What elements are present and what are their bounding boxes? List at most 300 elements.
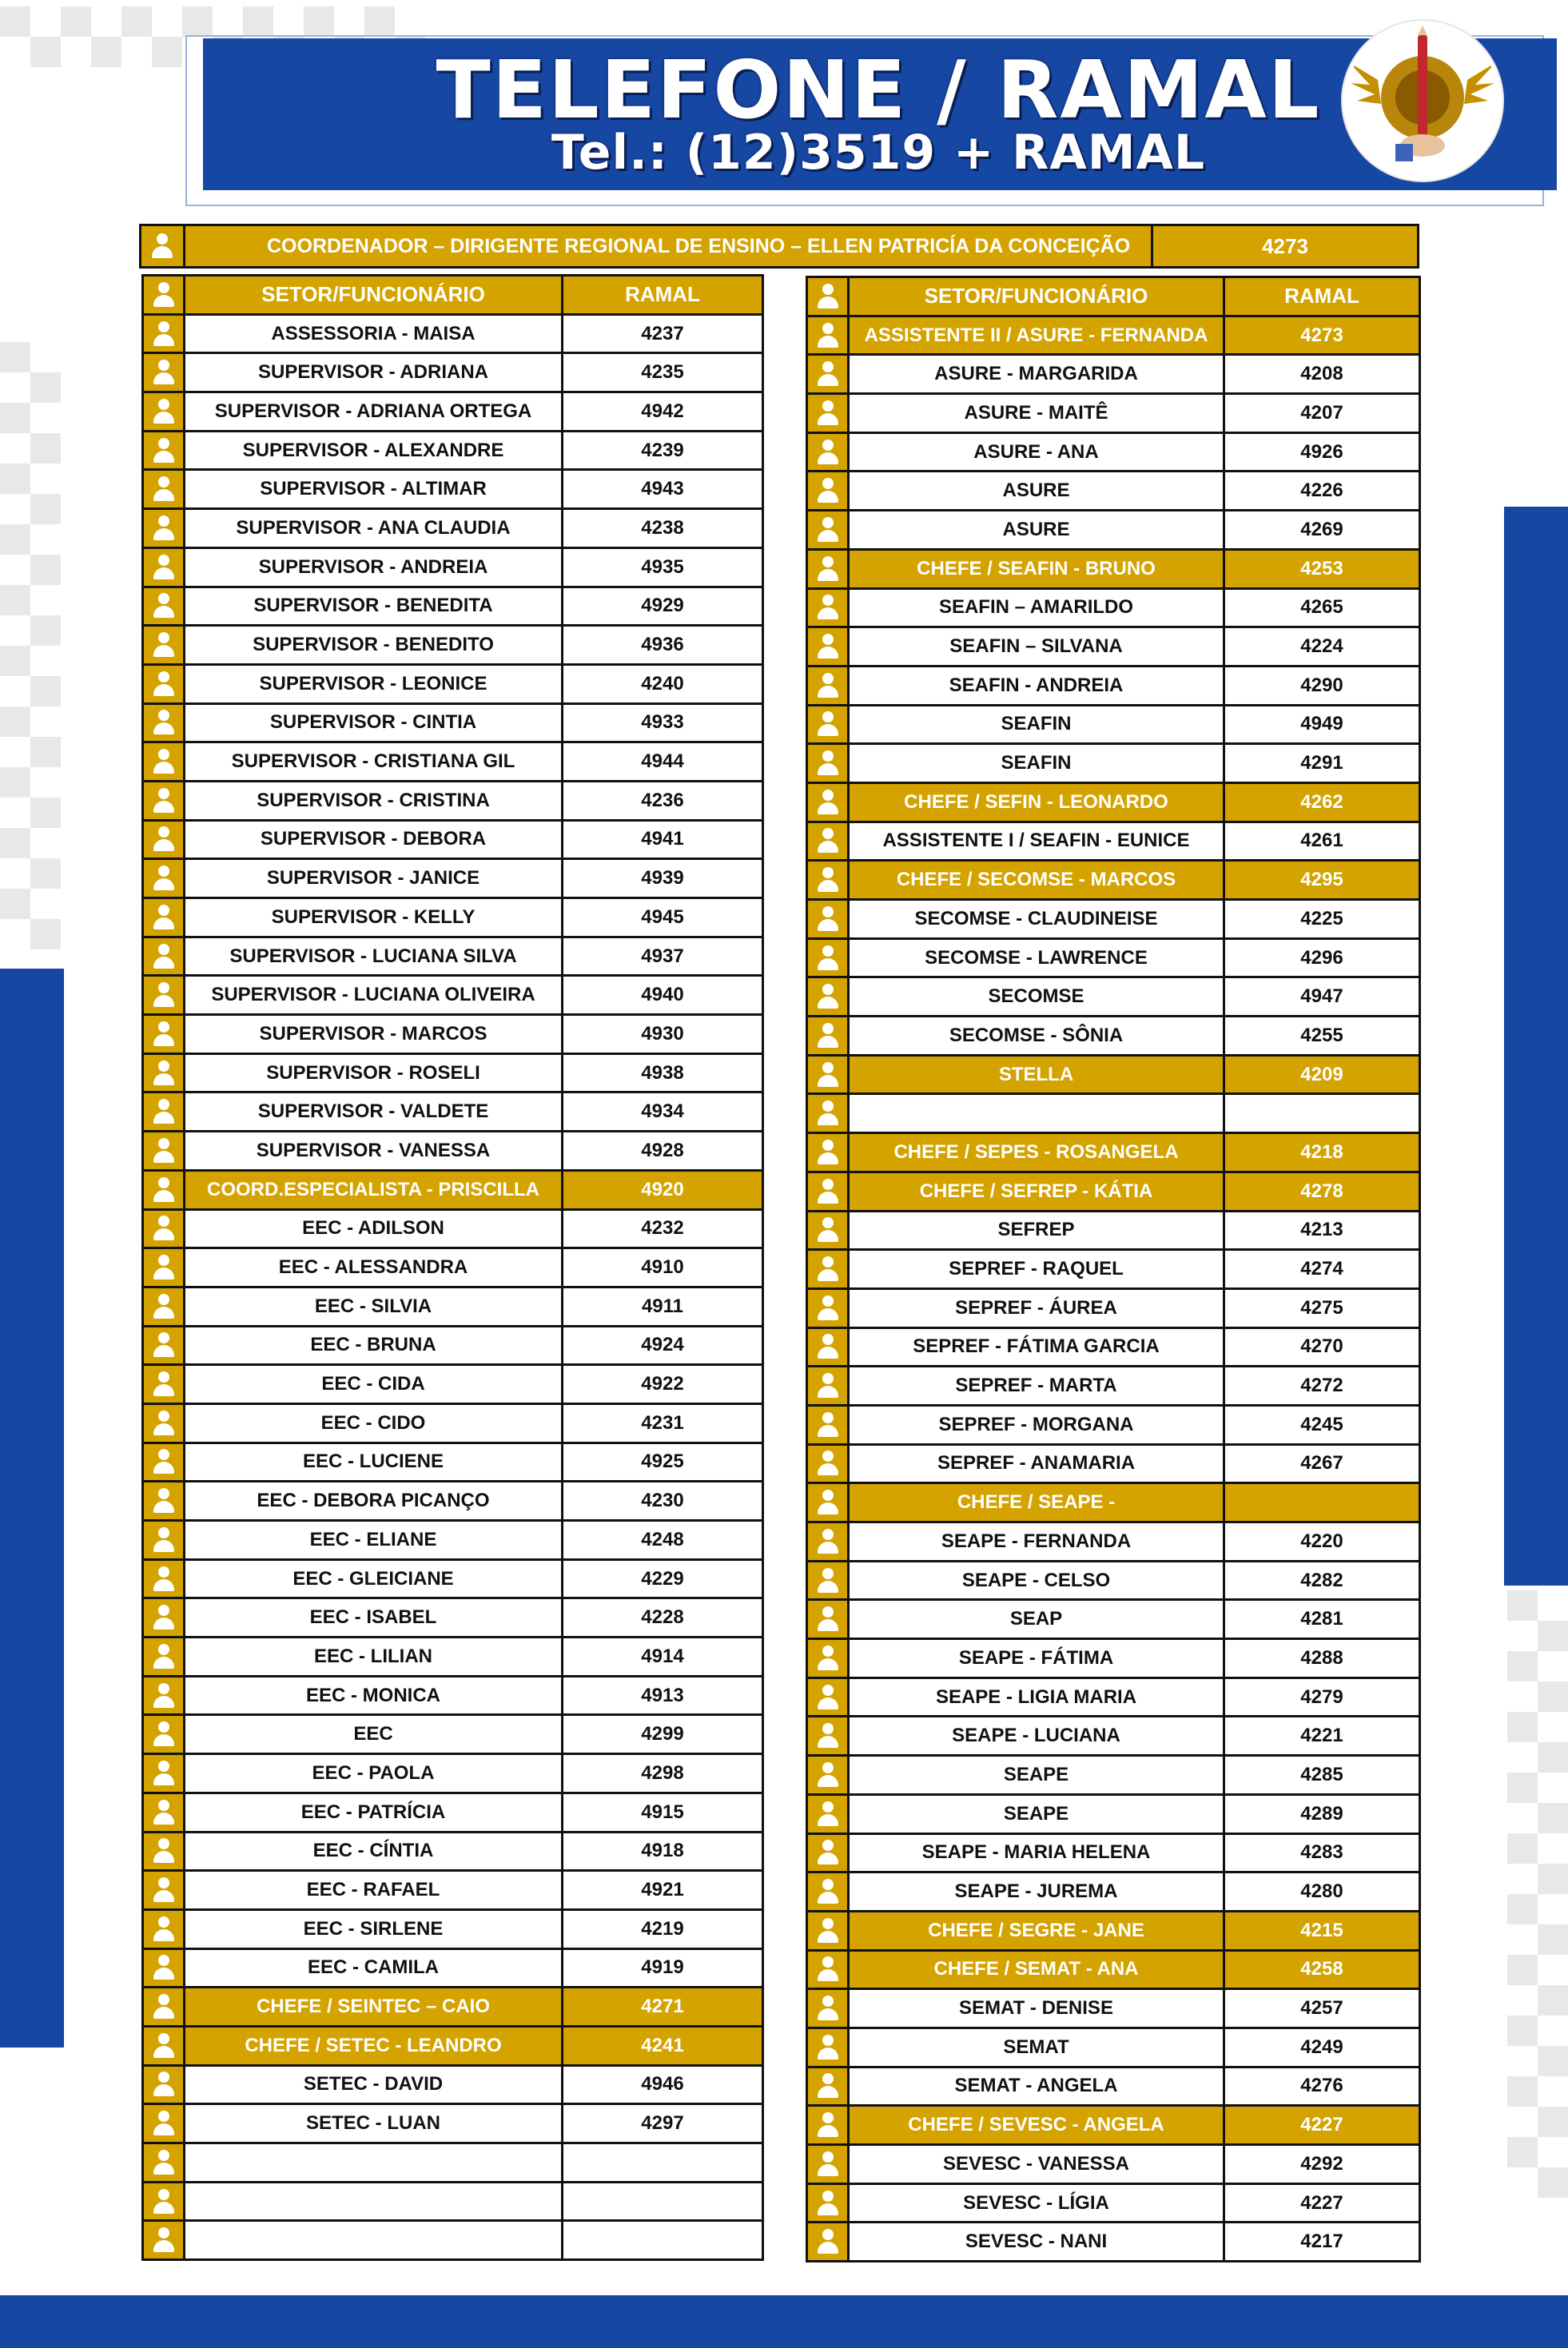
row-ramal: 4249: [1225, 2029, 1419, 2066]
person-icon: [144, 822, 183, 858]
row-name: SETEC - DAVID: [185, 2067, 561, 2103]
person-icon: [808, 667, 847, 704]
row-name: SUPERVISOR - LUCIANA SILVA: [185, 938, 561, 975]
person-icon: [808, 1912, 847, 1949]
row-ramal: 4267: [1225, 1446, 1419, 1482]
row-name: SEAFIN: [850, 706, 1223, 743]
table-row: [808, 1134, 1419, 1171]
person-icon: [808, 1796, 847, 1833]
table-row: [808, 784, 1419, 821]
table-row: [144, 1093, 762, 1130]
row-ramal: 4239: [563, 432, 762, 469]
table-row: [808, 356, 1419, 392]
row-name: SEAPE: [850, 1796, 1223, 1833]
person-icon: [144, 1638, 183, 1675]
row-ramal: 4265: [1225, 590, 1419, 627]
row-name: SECOMSE - LAWRENCE: [850, 940, 1223, 977]
person-icon: [144, 705, 183, 742]
person-icon: [808, 1095, 847, 1132]
person-icon: [808, 472, 847, 509]
row-ramal: 4947: [1225, 978, 1419, 1015]
row-name: ASURE - MAITÊ: [850, 395, 1223, 432]
row-ramal: 4288: [1225, 1640, 1419, 1677]
table-row: [144, 1638, 762, 1675]
row-ramal: 4283: [1225, 1835, 1419, 1872]
table-row: [144, 2183, 762, 2220]
person-icon: [808, 784, 847, 821]
table-header-row: [144, 277, 762, 313]
table-row: [144, 1327, 762, 1364]
person-icon: [808, 1835, 847, 1872]
row-name: EEC - MONICA: [185, 1677, 561, 1714]
person-icon: [808, 2107, 847, 2143]
person-icon: [144, 2028, 183, 2064]
person-icon: [808, 1212, 847, 1249]
row-name: SEAPE: [850, 1757, 1223, 1793]
table-row: [144, 822, 762, 858]
table-row: [808, 1717, 1419, 1754]
row-ramal: 4241: [563, 2028, 762, 2064]
table-row: [808, 1873, 1419, 1910]
table-row: [808, 2107, 1419, 2143]
row-name: SUPERVISOR - ROSELI: [185, 1055, 561, 1092]
person-icon: [808, 1757, 847, 1793]
row-name: EEC - SIRLENE: [185, 1911, 561, 1948]
row-ramal: 4270: [1225, 1329, 1419, 1366]
row-name: EEC - DEBORA PICANÇO: [185, 1482, 561, 1519]
row-ramal: 4258: [1225, 1952, 1419, 1988]
row-ramal: 4280: [1225, 1873, 1419, 1910]
person-icon: [144, 2183, 183, 2220]
row-name: SEPREF - ÁUREA: [850, 1290, 1223, 1327]
person-icon: [144, 1561, 183, 1598]
table-row: [144, 782, 762, 819]
table-row: [808, 862, 1419, 898]
row-name: SUPERVISOR - CRISTIANA GIL: [185, 743, 561, 780]
table-row: [144, 2105, 762, 2142]
table-row: [808, 1290, 1419, 1327]
row-ramal: 4231: [563, 1405, 762, 1442]
row-name: ASURE: [850, 511, 1223, 548]
row-ramal: 4295: [1225, 862, 1419, 898]
table-row: [144, 1794, 762, 1831]
row-name: SEMAT: [850, 2029, 1223, 2066]
person-icon: [144, 1055, 183, 1092]
row-name: SEAPE - LIGIA MARIA: [850, 1679, 1223, 1716]
table-row: [144, 588, 762, 625]
row-name: EEC: [185, 1716, 561, 1753]
column-header-ramal: RAMAL: [563, 277, 762, 313]
person-icon: [808, 628, 847, 665]
person-icon: [808, 2185, 847, 2222]
person-icon: [808, 1990, 847, 2027]
person-icon: [144, 1132, 183, 1169]
row-ramal: 4298: [563, 1755, 762, 1792]
table-row: [808, 472, 1419, 509]
row-name: SEAPE - CELSO: [850, 1562, 1223, 1599]
table-row: [144, 432, 762, 469]
table-row: [808, 667, 1419, 704]
person-icon: [144, 1482, 183, 1519]
person-icon: [808, 1523, 847, 1560]
person-icon: [808, 1640, 847, 1677]
table-row: [808, 2029, 1419, 2066]
row-ramal: [563, 2144, 762, 2181]
person-icon: [808, 1134, 847, 1171]
row-name: CHEFE / SEVESC - ANGELA: [850, 2107, 1223, 2143]
person-icon: [808, 1562, 847, 1599]
row-ramal: 4215: [1225, 1912, 1419, 1949]
person-icon: [808, 1873, 847, 1910]
person-icon: [144, 2144, 183, 2181]
row-ramal: 4937: [563, 938, 762, 975]
table-row: [144, 1561, 762, 1598]
row-ramal: 4262: [1225, 784, 1419, 821]
table-row: [144, 938, 762, 975]
row-name: SEMAT - DENISE: [850, 1990, 1223, 2027]
row-name: EEC - ALESSANDRA: [185, 1249, 561, 1286]
table-row: [808, 511, 1419, 548]
person-icon: [808, 1952, 847, 1988]
row-ramal: 4230: [563, 1482, 762, 1519]
row-name: CHEFE / SEGRE - JANE: [850, 1912, 1223, 1949]
person-icon: [808, 745, 847, 782]
row-name: SUPERVISOR - DEBORA: [185, 822, 561, 858]
person-icon: [144, 1988, 183, 2025]
person-icon: [144, 1288, 183, 1325]
person-icon: [144, 1872, 183, 1908]
left-blue-bar: [0, 969, 64, 2048]
person-icon: [144, 1950, 183, 1987]
row-ramal: 4910: [563, 1249, 762, 1286]
person-icon: [144, 1755, 183, 1792]
row-name: SEVESC - NANI: [850, 2223, 1223, 2260]
row-name: ASURE: [850, 472, 1223, 509]
table-row: [144, 1288, 762, 1325]
row-ramal: 4285: [1225, 1757, 1419, 1793]
row-name: EEC - GLEICIANE: [185, 1561, 561, 1598]
person-icon: [808, 706, 847, 743]
row-ramal: 4275: [1225, 1290, 1419, 1327]
person-icon: [808, 1446, 847, 1482]
row-name: EEC - PAOLA: [185, 1755, 561, 1792]
row-name: CHEFE / SEMAT - ANA: [850, 1952, 1223, 1988]
row-name: SEPREF - MARTA: [850, 1367, 1223, 1404]
table-row: [144, 354, 762, 391]
person-icon: [808, 317, 847, 354]
table-row: [144, 1911, 762, 1948]
row-name: SEAFIN - ANDREIA: [850, 667, 1223, 704]
row-ramal: 4255: [1225, 1017, 1419, 1054]
person-icon: [808, 2068, 847, 2105]
table-row: [808, 1017, 1419, 1054]
row-name: SUPERVISOR - ADRIANA: [185, 354, 561, 391]
table-row: [808, 1212, 1419, 1249]
row-ramal: 4922: [563, 1366, 762, 1403]
table-row: [808, 1446, 1419, 1482]
row-ramal: 4296: [1225, 940, 1419, 977]
row-ramal: 4209: [1225, 1057, 1419, 1093]
person-icon: [144, 1211, 183, 1248]
row-name: SETEC - LUAN: [185, 2105, 561, 2142]
row-ramal: 4213: [1225, 1212, 1419, 1249]
row-name: SECOMSE - CLAUDINEISE: [850, 901, 1223, 937]
column-header-name: SETOR/FUNCIONÁRIO: [850, 278, 1223, 315]
person-icon: [144, 1405, 183, 1442]
person-icon: [144, 1677, 183, 1714]
table-row: [808, 2068, 1419, 2105]
person-icon: [808, 356, 847, 392]
table-row: [144, 1211, 762, 1248]
person-icon: [144, 2222, 183, 2258]
row-ramal: 4297: [563, 2105, 762, 2142]
row-ramal: 4943: [563, 471, 762, 507]
person-icon: [144, 277, 183, 313]
table-row: [808, 1173, 1419, 1210]
row-name: ASSISTENTE II / ASURE - FERNANDA: [850, 317, 1223, 354]
row-name: SUPERVISOR - CRISTINA: [185, 782, 561, 819]
person-icon: [144, 860, 183, 897]
row-name: EEC - ELIANE: [185, 1522, 561, 1558]
row-ramal: 4930: [563, 1016, 762, 1053]
person-icon: [808, 1601, 847, 1638]
person-icon: [808, 395, 847, 432]
row-ramal: [1225, 1484, 1419, 1521]
table-row: [144, 1055, 762, 1092]
row-name: SEFREP: [850, 1212, 1223, 1249]
row-name: SEPREF - FÁTIMA GARCIA: [850, 1329, 1223, 1366]
person-icon: [144, 938, 183, 975]
row-ramal: 4224: [1225, 628, 1419, 665]
row-name: [185, 2183, 561, 2220]
person-icon: [144, 1172, 183, 1208]
row-ramal: 4207: [1225, 395, 1419, 432]
coordinator-ramal: 4273: [1153, 226, 1417, 266]
person-icon: [144, 743, 183, 780]
row-name: SUPERVISOR - ANA CLAUDIA: [185, 510, 561, 547]
row-ramal: 4217: [1225, 2223, 1419, 2260]
row-ramal: 4227: [1225, 2107, 1419, 2143]
row-name: EEC - PATRÍCIA: [185, 1794, 561, 1831]
row-ramal: 4229: [563, 1561, 762, 1598]
table-row: [144, 1755, 762, 1792]
table-row: [808, 1329, 1419, 1366]
table-row: [144, 1366, 762, 1403]
row-name: [850, 1095, 1223, 1132]
row-ramal: 4921: [563, 1872, 762, 1908]
person-icon: [144, 1716, 183, 1753]
row-ramal: 4232: [563, 1211, 762, 1248]
row-ramal: 4918: [563, 1833, 762, 1870]
table-row: [144, 1522, 762, 1558]
person-icon: [144, 432, 183, 469]
row-ramal: 4938: [563, 1055, 762, 1092]
table-row: [144, 627, 762, 663]
right-phone-table: [806, 276, 1421, 2262]
row-name: SUPERVISOR - LEONICE: [185, 666, 561, 702]
row-ramal: 4221: [1225, 1717, 1419, 1754]
person-icon: [808, 2223, 847, 2260]
table-row: [808, 978, 1419, 1015]
person-icon: [808, 901, 847, 937]
table-row: [144, 549, 762, 586]
row-name: SEAFIN – AMARILDO: [850, 590, 1223, 627]
row-name: SUPERVISOR - ALEXANDRE: [185, 432, 561, 469]
row-name: SUPERVISOR - BENEDITO: [185, 627, 561, 663]
row-ramal: 4919: [563, 1950, 762, 1987]
row-name: SEVESC - LÍGIA: [850, 2185, 1223, 2222]
row-name: SEAP: [850, 1601, 1223, 1638]
row-ramal: 4238: [563, 510, 762, 547]
table-row: [144, 705, 762, 742]
row-name: SEPREF - MORGANA: [850, 1407, 1223, 1443]
person-icon: [144, 2067, 183, 2103]
person-icon: [808, 1329, 847, 1366]
table-header-row: [808, 278, 1419, 315]
row-name: SECOMSE: [850, 978, 1223, 1015]
table-row: [808, 706, 1419, 743]
table-row: [808, 1835, 1419, 1872]
row-name: CHEFE / SEINTEC – CAIO: [185, 1988, 561, 2025]
row-ramal: 4218: [1225, 1134, 1419, 1171]
row-ramal: 4925: [563, 1444, 762, 1481]
row-name: CHEFE / SETEC - LEANDRO: [185, 2028, 561, 2064]
row-ramal: 4924: [563, 1327, 762, 1364]
row-name: EEC - ISABEL: [185, 1599, 561, 1636]
row-name: EEC - LUCIENE: [185, 1444, 561, 1481]
row-ramal: 4276: [1225, 2068, 1419, 2105]
right-blue-bar: [1504, 507, 1568, 1586]
person-icon: [144, 1327, 183, 1364]
row-name: SEMAT - ANGELA: [850, 2068, 1223, 2105]
table-row: [144, 393, 762, 430]
table-row: [144, 1444, 762, 1481]
row-name: SUPERVISOR - ADRIANA ORTEGA: [185, 393, 561, 430]
row-ramal: 4269: [1225, 511, 1419, 548]
table-row: [144, 510, 762, 547]
table-row: [808, 2146, 1419, 2183]
row-name: CHEFE / SEAPE -: [850, 1484, 1223, 1521]
table-row: [144, 2067, 762, 2103]
row-name: SUPERVISOR - VANESSA: [185, 1132, 561, 1169]
table-row: [144, 860, 762, 897]
table-row: [144, 471, 762, 507]
table-row: [808, 1251, 1419, 1287]
table-row: [808, 1095, 1419, 1132]
person-icon: [144, 1093, 183, 1130]
person-icon: [144, 977, 183, 1013]
person-icon: [144, 1794, 183, 1831]
row-name: SECOMSE - SÔNIA: [850, 1017, 1223, 1054]
person-icon: [808, 1251, 847, 1287]
person-icon: [144, 510, 183, 547]
row-ramal: 4248: [563, 1522, 762, 1558]
row-ramal: 4253: [1225, 551, 1419, 587]
person-icon: [144, 1522, 183, 1558]
table-row: [808, 1057, 1419, 1093]
row-name: EEC - RAFAEL: [185, 1872, 561, 1908]
row-ramal: 4271: [563, 1988, 762, 2025]
table-row: [144, 1482, 762, 1519]
row-name: ASSISTENTE I / SEAFIN - EUNICE: [850, 823, 1223, 860]
row-ramal: 4913: [563, 1677, 762, 1714]
row-ramal: 4946: [563, 2067, 762, 2103]
row-ramal: [563, 2222, 762, 2258]
person-icon: [808, 434, 847, 471]
row-name: CHEFE / SEPES - ROSANGELA: [850, 1134, 1223, 1171]
table-row: [808, 901, 1419, 937]
row-name: [185, 2222, 561, 2258]
table-row: [144, 1249, 762, 1286]
row-ramal: 4935: [563, 549, 762, 586]
table-row: [808, 434, 1419, 471]
table-row: [808, 1640, 1419, 1677]
table-row: [144, 977, 762, 1013]
person-icon: [144, 782, 183, 819]
table-row: [808, 590, 1419, 627]
row-ramal: 4225: [1225, 901, 1419, 937]
row-name: COORD.ESPECIALISTA - PRISCILLA: [185, 1172, 561, 1208]
row-ramal: 4949: [1225, 706, 1419, 743]
person-icon: [144, 627, 183, 663]
row-ramal: 4226: [1225, 472, 1419, 509]
row-ramal: 4926: [1225, 434, 1419, 471]
row-name: STELLA: [850, 1057, 1223, 1093]
row-name: EEC - LILIAN: [185, 1638, 561, 1675]
row-name: CHEFE / SEFREP - KÁTIA: [850, 1173, 1223, 1210]
row-ramal: 4291: [1225, 745, 1419, 782]
table-row: [808, 1757, 1419, 1793]
person-icon: [808, 590, 847, 627]
row-ramal: 4929: [563, 588, 762, 625]
person-icon: [808, 1290, 847, 1327]
row-ramal: 4941: [563, 822, 762, 858]
row-name: CHEFE / SEAFIN - BRUNO: [850, 551, 1223, 587]
person-icon: [808, 1679, 847, 1716]
person-icon: [141, 226, 183, 266]
row-ramal: 4920: [563, 1172, 762, 1208]
person-icon: [144, 1016, 183, 1053]
row-name: SEAPE - FÁTIMA: [850, 1640, 1223, 1677]
coordinator-row: [139, 224, 1419, 269]
table-row: [808, 823, 1419, 860]
row-ramal: 4944: [563, 743, 762, 780]
table-row: [808, 940, 1419, 977]
row-name: SEPREF - ANAMARIA: [850, 1446, 1223, 1482]
row-ramal: 4945: [563, 899, 762, 936]
table-row: [808, 1562, 1419, 1599]
person-icon: [144, 354, 183, 391]
table-row: [808, 317, 1419, 354]
table-row: [144, 1599, 762, 1636]
row-name: [185, 2144, 561, 2181]
row-ramal: [1225, 1095, 1419, 1132]
person-icon: [144, 1249, 183, 1286]
row-ramal: 4278: [1225, 1173, 1419, 1210]
person-icon: [144, 1833, 183, 1870]
row-ramal: 4279: [1225, 1679, 1419, 1716]
row-name: SEAFIN: [850, 745, 1223, 782]
table-row: [144, 1950, 762, 1987]
table-row: [144, 1872, 762, 1908]
row-ramal: 4273: [1225, 317, 1419, 354]
table-row: [808, 628, 1419, 665]
row-ramal: 4289: [1225, 1796, 1419, 1833]
table-row: [144, 316, 762, 352]
person-icon: [144, 1599, 183, 1636]
row-ramal: 4237: [563, 316, 762, 352]
table-row: [808, 1990, 1419, 2027]
